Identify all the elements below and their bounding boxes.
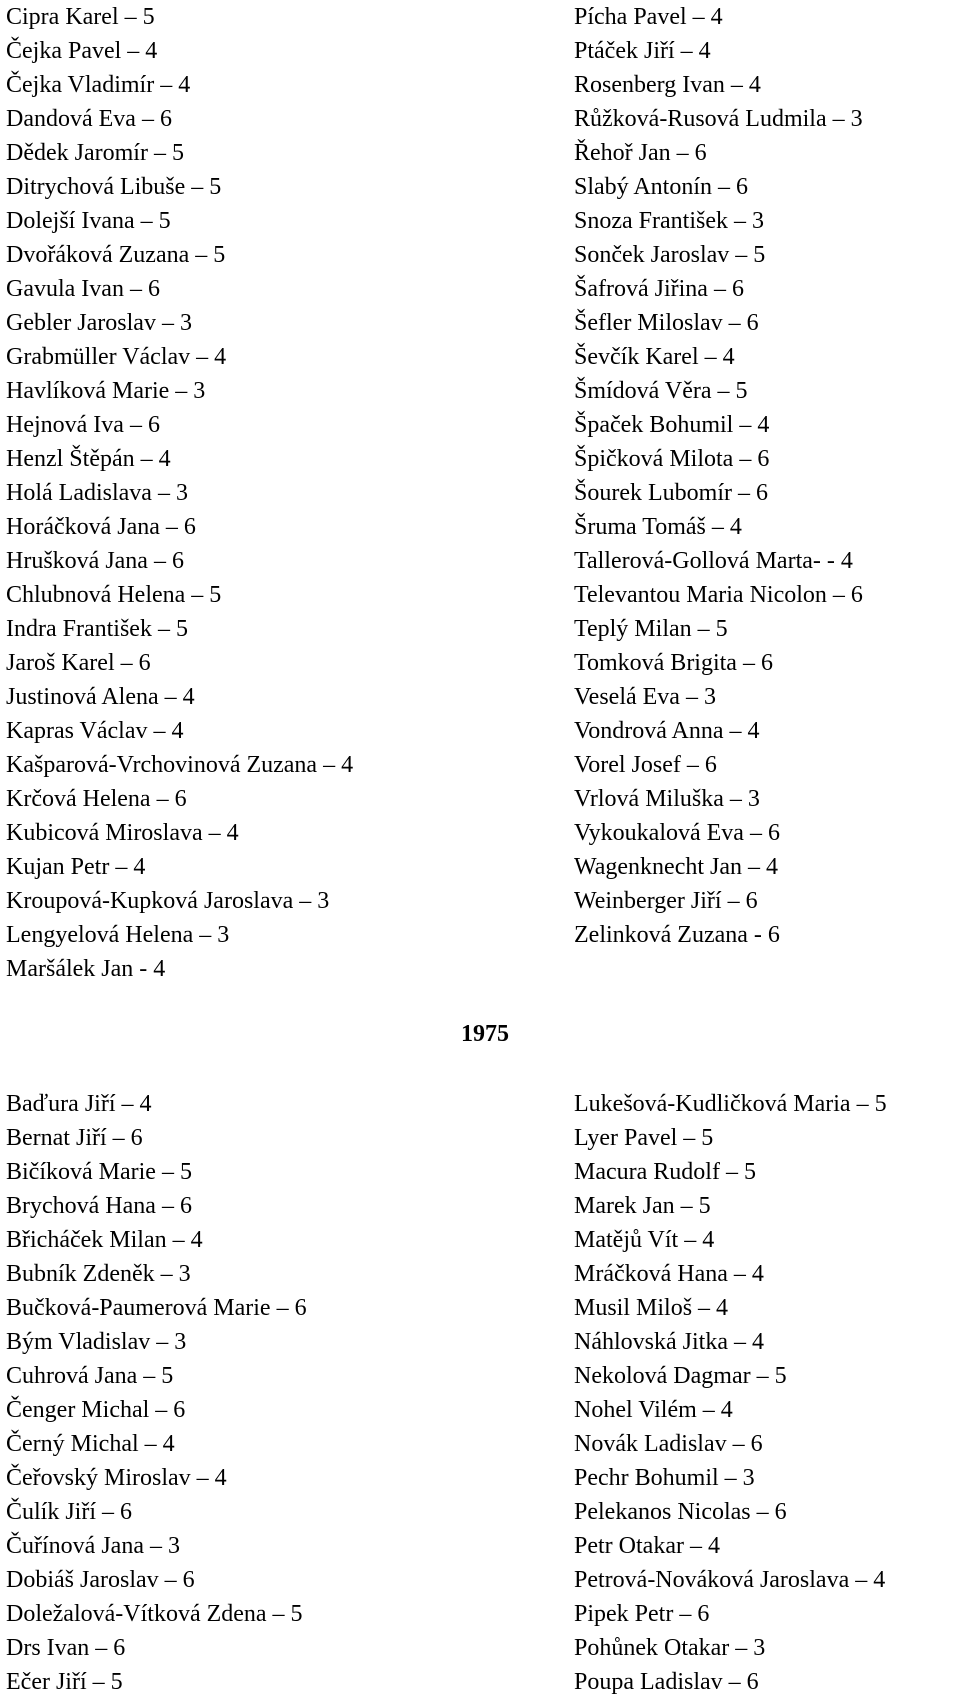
name-entry: Ptáček Jiří – 4 [574, 38, 711, 64]
name-entry: Doležalová-Vítková Zdena – 5 [6, 1601, 303, 1627]
name-entry: Chlubnová Helena – 5 [6, 582, 222, 608]
name-entry: Televantou Maria Nicolon – 6 [574, 582, 863, 608]
name-entry: Čulík Jiří – 6 [6, 1499, 133, 1525]
name-entry: Lukešová-Kudličková Maria – 5 [574, 1091, 887, 1117]
name-entry: Dědek Jaromír – 5 [6, 140, 184, 166]
name-entry: Dobiáš Jaroslav – 6 [6, 1567, 195, 1593]
name-entry: Indra František – 5 [6, 616, 188, 642]
name-column-left [6, 1087, 307, 1699]
name-entry: Jaroš Karel – 6 [6, 650, 151, 676]
name-entry: Vrlová Miluška – 3 [574, 786, 760, 812]
name-entry: Krčová Helena – 6 [6, 786, 187, 812]
name-entry: Musil Miloš – 4 [574, 1295, 729, 1321]
name-entry: Henzl Štěpán – 4 [6, 446, 171, 472]
name-entry: Dvořáková Zuzana – 5 [6, 242, 226, 268]
name-entry: Čeřovský Miroslav – 4 [6, 1465, 227, 1491]
name-entry: Ševčík Karel – 4 [574, 344, 735, 370]
name-entry: Pipek Petr – 6 [574, 1601, 710, 1627]
name-entry: Cipra Karel – 5 [6, 4, 155, 30]
name-entry: Wagenknecht Jan – 4 [574, 854, 778, 880]
name-entry: Justinová Alena – 4 [6, 684, 195, 710]
name-entry: Vykoukalová Eva – 6 [574, 820, 780, 846]
name-entry: Vorel Josef – 6 [574, 752, 717, 778]
name-entry: Pohůnek Otakar – 3 [574, 1635, 766, 1661]
name-entry: Veselá Eva – 3 [574, 684, 716, 710]
name-entry: Weinberger Jiří – 6 [574, 888, 758, 914]
name-entry: Teplý Milan – 5 [574, 616, 728, 642]
name-entry: Sonček Jaroslav – 5 [574, 242, 766, 268]
name-entry: Novák Ladislav – 6 [574, 1431, 763, 1457]
name-entry: Bým Vladislav – 3 [6, 1329, 187, 1355]
name-entry: Šmídová Věra – 5 [574, 378, 748, 404]
name-entry: Rosenberg Ivan – 4 [574, 72, 761, 98]
name-entry: Pelekanos Nicolas – 6 [574, 1499, 787, 1525]
name-entry: Bernat Jiří – 6 [6, 1125, 143, 1151]
name-entry: Pícha Pavel – 4 [574, 4, 723, 30]
name-entry: Hrušková Jana – 6 [6, 548, 184, 574]
name-entry: Slabý Antonín – 6 [574, 174, 749, 200]
name-entry: Břicháček Milan – 4 [6, 1227, 203, 1253]
name-entry: Pechr Bohumil – 3 [574, 1465, 755, 1491]
name-entry: Vondrová Anna – 4 [574, 718, 760, 744]
name-entry: Kapras Václav – 4 [6, 718, 184, 744]
name-entry: Dolejší Ivana – 5 [6, 208, 171, 234]
name-entry: Čuřínová Jana – 3 [6, 1533, 180, 1559]
name-entry: Drs Ivan – 6 [6, 1635, 126, 1661]
name-entry: Nohel Vilém – 4 [574, 1397, 733, 1423]
name-entry: Čejka Vladimír – 4 [6, 72, 191, 98]
name-entry: Bubník Zdeněk – 3 [6, 1261, 191, 1287]
name-column-right [574, 0, 863, 952]
name-entry: Gavula Ivan – 6 [6, 276, 160, 302]
name-entry: Gebler Jaroslav – 3 [6, 310, 192, 336]
name-entry: Kašparová-Vrchovinová Zuzana – 4 [6, 752, 354, 778]
name-column-right [574, 1087, 887, 1699]
name-entry: Nekolová Dagmar – 5 [574, 1363, 787, 1389]
name-entry: Horáčková Jana – 6 [6, 514, 196, 540]
name-entry: Lyer Pavel – 5 [574, 1125, 714, 1151]
name-entry: Hejnová Iva – 6 [6, 412, 160, 438]
name-entry: Bučková-Paumerová Marie – 6 [6, 1295, 307, 1321]
name-entry: Brychová Hana – 6 [6, 1193, 192, 1219]
name-entry: Tallerová-Gollová Marta- - 4 [574, 548, 853, 574]
name-entry: Macura Rudolf – 5 [574, 1159, 756, 1185]
name-entry: Holá Ladislava – 3 [6, 480, 188, 506]
name-entry: Poupa Ladislav – 6 [574, 1669, 759, 1695]
name-entry: Náhlovská Jitka – 4 [574, 1329, 764, 1355]
name-entry: Kroupová-Kupková Jaroslava – 3 [6, 888, 330, 914]
year-heading: 1975 [461, 1021, 509, 1047]
name-entry: Šafrová Jiřina – 6 [574, 276, 744, 302]
name-entry: Baďura Jiří – 4 [6, 1091, 152, 1117]
name-entry: Kubicová Miroslava – 4 [6, 820, 239, 846]
name-entry: Černý Michal – 4 [6, 1431, 175, 1457]
name-entry: Zelinková Zuzana - 6 [574, 922, 780, 948]
name-entry: Čejka Pavel – 4 [6, 38, 158, 64]
name-entry: Bičíková Marie – 5 [6, 1159, 192, 1185]
name-entry: Cuhrová Jana – 5 [6, 1363, 174, 1389]
name-entry: Řehoř Jan – 6 [574, 140, 707, 166]
name-entry: Matějů Vít – 4 [574, 1227, 715, 1253]
name-entry: Ditrychová Libuše – 5 [6, 174, 222, 200]
name-entry: Šourek Lubomír – 6 [574, 480, 768, 506]
name-entry: Dandová Eva – 6 [6, 106, 172, 132]
name-entry: Tomková Brigita – 6 [574, 650, 773, 676]
name-entry: Růžková-Rusová Ludmila – 3 [574, 106, 863, 132]
name-entry: Mráčková Hana – 4 [574, 1261, 764, 1287]
name-entry: Marek Jan – 5 [574, 1193, 711, 1219]
name-entry: Lengyelová Helena – 3 [6, 922, 230, 948]
name-entry: Grabmüller Václav – 4 [6, 344, 227, 370]
name-list-1975 [0, 1087, 960, 1701]
name-entry: Špičková Milota – 6 [574, 446, 770, 472]
name-entry: Šefler Miloslav – 6 [574, 310, 759, 336]
name-entry: Ečer Jiří – 5 [6, 1669, 123, 1695]
name-entry: Snoza František – 3 [574, 208, 764, 234]
name-entry: Havlíková Marie – 3 [6, 378, 206, 404]
name-entry: Kujan Petr – 4 [6, 854, 146, 880]
name-entry: Petrová-Nováková Jaroslava – 4 [574, 1567, 886, 1593]
name-entry: Petr Otakar – 4 [574, 1533, 720, 1559]
name-entry: Špaček Bohumil – 4 [574, 412, 770, 438]
name-entry: Šruma Tomáš – 4 [574, 514, 742, 540]
name-entry: Čenger Michal – 6 [6, 1397, 186, 1423]
name-column-left [6, 0, 353, 986]
name-entry: Maršálek Jan - 4 [6, 956, 166, 982]
